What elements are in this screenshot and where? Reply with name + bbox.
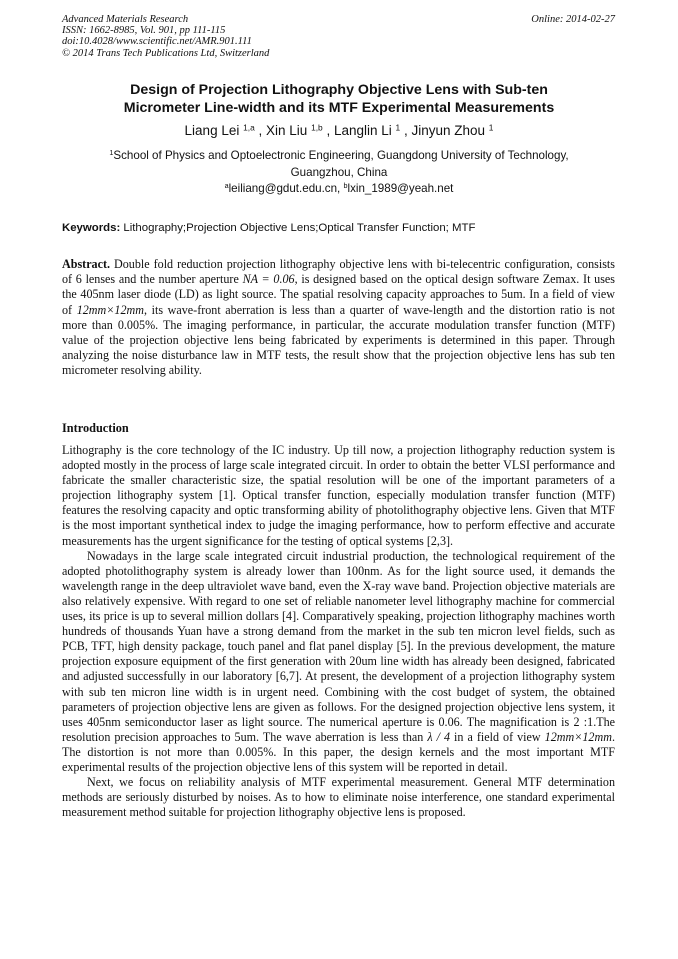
abstract-text: , its wave-front aberration is less than a quarter of wave-length and the distortion ratio is not more than xyxy=(62,302,615,332)
page-header xyxy=(62,14,615,59)
math-fov: 12mm×12mm xyxy=(76,302,144,317)
abstract-text: . The imaging performance, in particular, the accurate modulation transfer function (MTF) value of the projection objective lens being fabricated by experiments is determined in this paper. Through analyzing the noise disturbance law in MTF tests, the result show that the projection objective lens has sub ten micrometer resolving ability. xyxy=(62,317,615,378)
paragraph-text: . The distortion is not more than xyxy=(62,729,615,759)
abstract xyxy=(62,257,615,379)
abstract-text: Double fold reduction projection lithography objective lens with bi-telecentric configuration, consists of 6 lenses and the number aperture xyxy=(62,257,615,287)
email-a[interactable]: leiliang@gdut.edu.cn, xyxy=(228,182,341,195)
author-name: Liang Lei xyxy=(184,123,240,138)
keywords xyxy=(62,222,616,234)
author-affil-mark: 1,a xyxy=(243,122,255,133)
author-separator: , xyxy=(326,123,334,138)
paragraph-text: . In this paper, the design kernels and the most important MTF experimental results of the projection objective lens of this system will be reported in detail. xyxy=(62,744,615,774)
author-separator: , xyxy=(258,123,267,138)
affiliation-mark: 1 xyxy=(109,148,114,158)
abstract-label: Abstract. xyxy=(62,257,111,271)
email-line xyxy=(60,182,618,195)
keywords-label: Keywords: xyxy=(62,222,121,234)
author-name: Xin Liu xyxy=(266,123,308,138)
doi-line: doi:10.4028/www.scientific.net/AMR.901.111 xyxy=(62,36,252,48)
author-name: Langlin Li xyxy=(333,123,392,138)
author-separator: , xyxy=(403,123,412,138)
email-mark: a xyxy=(224,181,229,191)
paragraph xyxy=(62,549,615,775)
author-list xyxy=(40,123,638,138)
title-line-2: Micrometer Line-width and its MTF Experimental Measurements xyxy=(123,100,555,116)
author-name: Jinyun Zhou xyxy=(411,123,486,138)
section-heading: Introduction xyxy=(62,421,129,435)
math-na: NA = 0.06 xyxy=(242,272,295,287)
introduction-body xyxy=(62,443,615,820)
paragraph: Lithography is the core technology of the IC industry. Up till now, a projection lithography reduction system is adopted mostly in the process of large scale integrated circuit. In order to obtain the better VLSI performance and fabricate the smaller characteristic size, the spatial resolution will be one of the important parameters of a projection lithography system [1]. Optical transfer function, especially modulation transfer function (MTF) features the resolving capacity and optic transforming ability of photolithography objective lens. Given that MTF is the most important synthetical index to judge the imaging performance, how to perform effective and accurate measurements has the urgent significance for the testing of optical systems [2,3]. xyxy=(62,443,615,548)
paper-title xyxy=(40,81,638,117)
abstract-text: , is designed based on the optical design software Zemax. It uses the 405nm laser diode (LD) as light source. The spatial resolving capacity approaches to 5um. In a field of view of xyxy=(62,272,615,317)
issn-line: ISSN: 1662-8985, Vol. 901, pp 111-115 xyxy=(62,25,226,37)
copyright-line: © 2014 Trans Tech Publications Ltd, Switzerland xyxy=(62,47,270,59)
author-affil-mark: 1 xyxy=(395,122,401,133)
paragraph-text: in a field of view xyxy=(454,729,541,744)
paragraph-text: .The resolution precision approaches to 5um. The wave aberration is less than xyxy=(62,714,616,744)
affiliation-line-2: Guangzhou, China xyxy=(290,165,388,179)
paragraph-text: Nowadays in the large scale integrated circuit industrial production, the technological requirement of the adopted photolithography system is already lower than 100nm. As for the light source used, it demands the wavelength range in the deep ultraviolet wave band, even the X-ray wave band. Projection objective materials are also relatively expensive. With regard to one set of reliable nanometer level lithography machine for commercial uses, its price is up to several million dollars [4]. Comparatively speaking, projection lithography machines worth hundreds of thousands Yuan have a strong demand from the market in the sub ten micron level fields, such as PCB, TFT, high density package, touch panel and flat panel display [5]. In the previous development, the mature projection exposure equipment of the first generation with 20um line width has already been designed, fabricated and adjusted successfully in our laboratory [6,7]. At present, the development of a projection lithography system with sub ten micron line width is in urgent need. Combining with the cost budget of system, the obtained parameters of projection objective lens are given as follows. For the designed projection objective lens system, it uses 405nm semiconductor laser as light source. The numerical aperture is 0.06. The magnification is xyxy=(62,548,615,729)
journal-name: Advanced Materials Research xyxy=(62,14,189,25)
math-distortion: 0.005% xyxy=(236,744,274,759)
title-line-1: Design of Projection Lithography Objective Lens with Sub-ten xyxy=(130,82,548,98)
math-magnification: 2 :1 xyxy=(573,714,594,729)
author-affil-mark: 1,b xyxy=(311,122,323,133)
affiliation xyxy=(60,148,618,181)
math-wavelength: λ / 4 xyxy=(427,729,451,744)
keywords-text: Lithography;Projection Objective Lens;Optical Transfer Function; MTF xyxy=(123,222,476,234)
author-affil-mark: 1 xyxy=(488,122,494,133)
online-date: Online: 2014-02-27 xyxy=(531,14,615,25)
math-distortion: 0.005% xyxy=(117,317,156,332)
paragraph: Next, we focus on reliability analysis of MTF experimental measurement. General MTF determination methods are seriously disturbed by noises. As to how to eliminate noise interference, one standard experimental measurement method suitable for projection lithography objective lens is proposed. xyxy=(62,775,615,820)
email-mark: b xyxy=(343,181,348,191)
affiliation-line-1: School of Physics and Optoelectronic Engineering, Guangdong University of Technology, xyxy=(113,149,569,162)
math-fov: 12mm×12mm xyxy=(544,729,612,744)
email-b[interactable]: lxin_1989@yeah.net xyxy=(347,182,454,195)
